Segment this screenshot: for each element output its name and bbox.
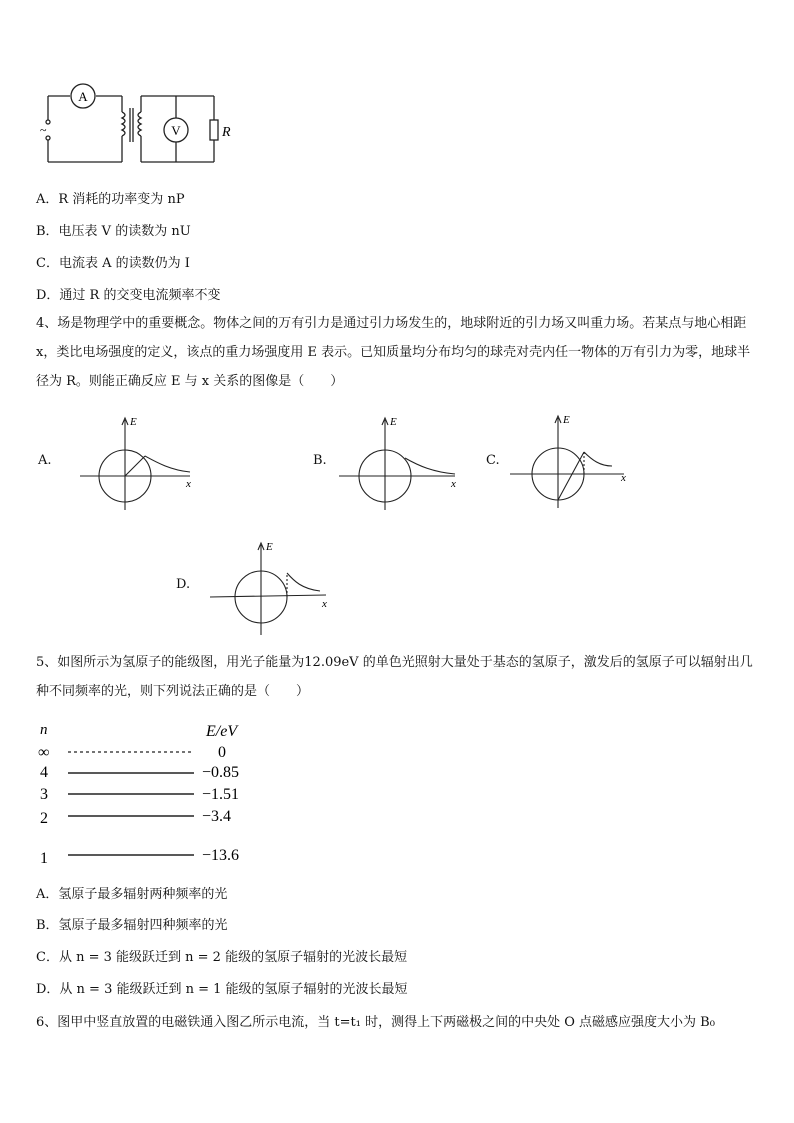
q4-option-c-label: C. xyxy=(486,453,500,468)
svg-text:x: x xyxy=(451,478,456,490)
q5-option-c: C．从 n = 3 能级跃迁到 n = 2 能级的氢原子辐射的光波长最短 xyxy=(36,950,408,965)
voltmeter-icon xyxy=(164,118,188,142)
voltmeter-label: V xyxy=(171,123,181,138)
level-e-inf: 0 xyxy=(218,744,226,761)
q5-option-b: B．氢原子最多辐射四种频率的光 xyxy=(36,918,228,933)
level-n-4: 4 xyxy=(40,764,48,781)
n-header: n xyxy=(40,722,48,738)
level-n-2: 2 xyxy=(40,810,48,827)
ac-source-symbol: ~ xyxy=(40,123,47,137)
ammeter-label: A xyxy=(78,89,88,104)
ammeter-icon xyxy=(71,84,95,108)
question-6-stem: 6、图甲中竖直放置的电磁铁通入图乙所示电流，当 t=t₁ 时，测得上下两磁极之间的中央处 O 点磁感应强度大小为 B₀ xyxy=(36,1015,715,1030)
question-5-stem: 5、如图所示为氢原子的能级图，用光子能量为12.09eV 的单色光照射大量处于基态的氢原子，激发后的氢原子可以辐射出几种不同频率的光，则下列说法正确的是（ ） xyxy=(36,655,753,699)
svg-text:E: E xyxy=(266,541,273,553)
q5-option-d: D．从 n = 3 能级跃迁到 n = 1 能级的氢原子辐射的光波长最短 xyxy=(36,982,408,997)
level-e-4: −0.85 xyxy=(202,764,240,781)
e-header: E/eV xyxy=(206,723,238,740)
svg-text:x: x xyxy=(322,598,327,610)
svg-text:E: E xyxy=(563,414,570,426)
svg-text:x: x xyxy=(186,478,191,490)
q4-option-d-label: D. xyxy=(176,577,191,592)
level-n-3: 3 xyxy=(40,786,48,803)
svg-text:E: E xyxy=(130,416,137,428)
svg-text:x: x xyxy=(621,472,626,484)
q3-option-d: D．通过 R 的交变电流频率不变 xyxy=(36,288,221,303)
svg-text:E: E xyxy=(390,416,397,428)
question-4-stem: 4、场是物理学中的重要概念。物体之间的万有引力是通过引力场发生的，地球附近的引力场又叫重力场。若某点与地心相距 x，类比电场强度的定义，该点的重力场强度用 E 表示。已知质量均分布均匀的球壳对壳内任一物体的万有引力为零，地球半径为 R。则能正确反应 E 与 x 关系的图像是（ ） xyxy=(36,316,751,389)
q3-option-b: B．电压表 V 的读数为 nU xyxy=(36,224,191,239)
q4-graph-b xyxy=(337,412,467,512)
q4-graph-d xyxy=(208,537,338,637)
q4-graph-c xyxy=(508,410,638,510)
q4-option-a-label: A. xyxy=(38,453,52,468)
hydrogen-energy-level-diagram xyxy=(36,718,266,870)
level-n-inf: ∞ xyxy=(38,744,50,761)
level-e-2: −3.4 xyxy=(202,808,232,825)
q5-option-a: A．氢原子最多辐射两种频率的光 xyxy=(36,887,228,902)
q3-option-c: C．电流表 A 的读数仍为 I xyxy=(36,256,190,271)
transformer-circuit-figure xyxy=(36,82,236,172)
level-e-1: −13.6 xyxy=(202,847,240,864)
q4-graph-a xyxy=(70,412,200,512)
level-n-1: 1 xyxy=(40,850,48,867)
level-e-3: −1.51 xyxy=(202,786,240,803)
q3-option-a: A．R 消耗的功率变为 nP xyxy=(36,192,185,207)
q4-option-b-label: B. xyxy=(313,453,327,468)
resistor-label: R xyxy=(222,125,231,140)
